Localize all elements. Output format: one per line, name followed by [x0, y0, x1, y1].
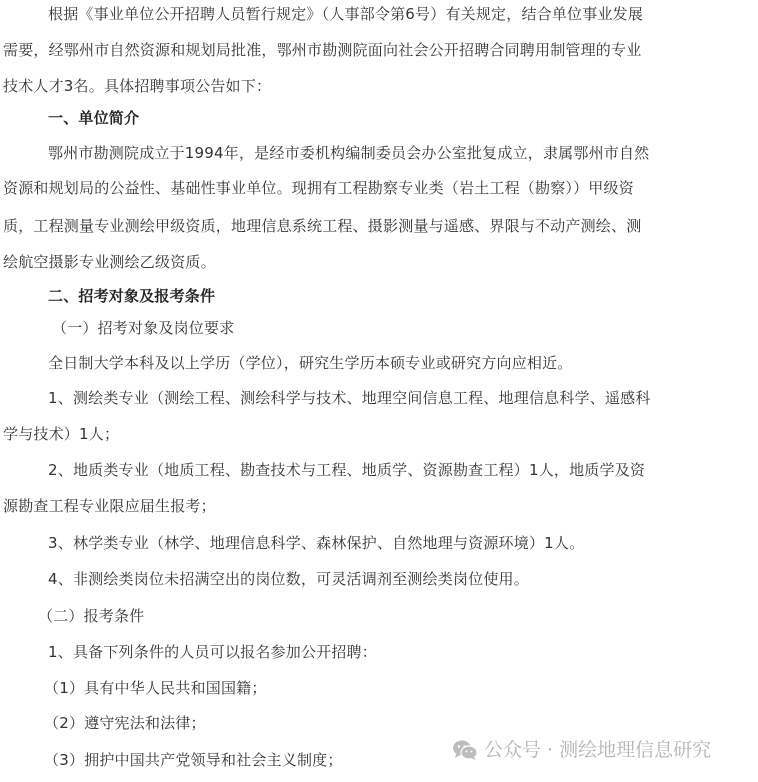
paragraph-line: 根据《事业单位公开招聘人员暂行规定》（人事部令第6号）有关规定，结合单位事业发展 — [48, 5, 644, 23]
paragraph-line: 4、非测绘类岗位未招满空出的岗位数，可灵活调剂至测绘类岗位使用。 — [48, 570, 529, 588]
watermark — [452, 736, 711, 764]
section-heading: 二、招考对象及报考条件 — [48, 287, 216, 305]
paragraph-line: 全日制大学本科及以上学历（学位），研究生学历本硕专业或研究方向应相近。 — [48, 354, 573, 372]
paragraph-line: （2）遵守宪法和法律； — [44, 714, 206, 732]
paragraph-line: 1、具备下列条件的人员可以报名参加公开招聘： — [48, 643, 377, 661]
paragraph-line: （二）报考条件 — [38, 607, 145, 625]
paragraph-line: 学与技术）1人； — [3, 425, 120, 443]
paragraph-line: 1、测绘类专业（测绘工程、测绘科学与技术、地理空间信息工程、地理信息科学、遥感科 — [48, 389, 651, 407]
paragraph-line: 资源和规划局的公益性、基础性事业单位。现拥有工程勘察专业类（岩土工程（勘察））甲级资 — [3, 179, 634, 197]
paragraph-line: 3、林学类专业（林学、地理信息科学、森林保护、自然地理与资源环境）1人。 — [48, 534, 585, 552]
paragraph-line: （1）具有中华人民共和国国籍； — [44, 679, 267, 697]
paragraph-line: （3）拥护中国共产党领导和社会主义制度； — [44, 751, 343, 769]
paragraph-line: 质，工程测量专业测绘甲级资质，地理信息系统工程、摄影测量与遥感、界限与不动产测绘、测 — [3, 217, 642, 235]
paragraph-line: （一）招考对象及岗位要求 — [52, 319, 235, 337]
paragraph-line: 需要，经鄂州市自然资源和规划局批准，鄂州市勘测院面向社会公开招聘合同聘用制管理的专业 — [3, 41, 642, 59]
section-heading: 一、单位简介 — [48, 109, 140, 127]
paragraph-line: 源勘查工程专业限应届生报考； — [3, 497, 216, 515]
paragraph-line: 2、地质类专业（地质工程、勘查技术与工程、地质学、资源勘查工程）1人，地质学及资 — [48, 461, 646, 479]
watermark-text: 公众号 · 测绘地理信息研究 — [484, 739, 712, 761]
paragraph-line: 技术人才3名。具体招聘事项公告如下： — [3, 77, 272, 95]
paragraph-line: 鄂州市勘测院成立于1994年，是经市委机构编制委员会办公室批复成立，隶属鄂州市自然 — [48, 144, 650, 162]
wechat-icon — [452, 739, 478, 761]
paragraph-line: 绘航空摄影专业测绘乙级资质。 — [3, 253, 216, 271]
